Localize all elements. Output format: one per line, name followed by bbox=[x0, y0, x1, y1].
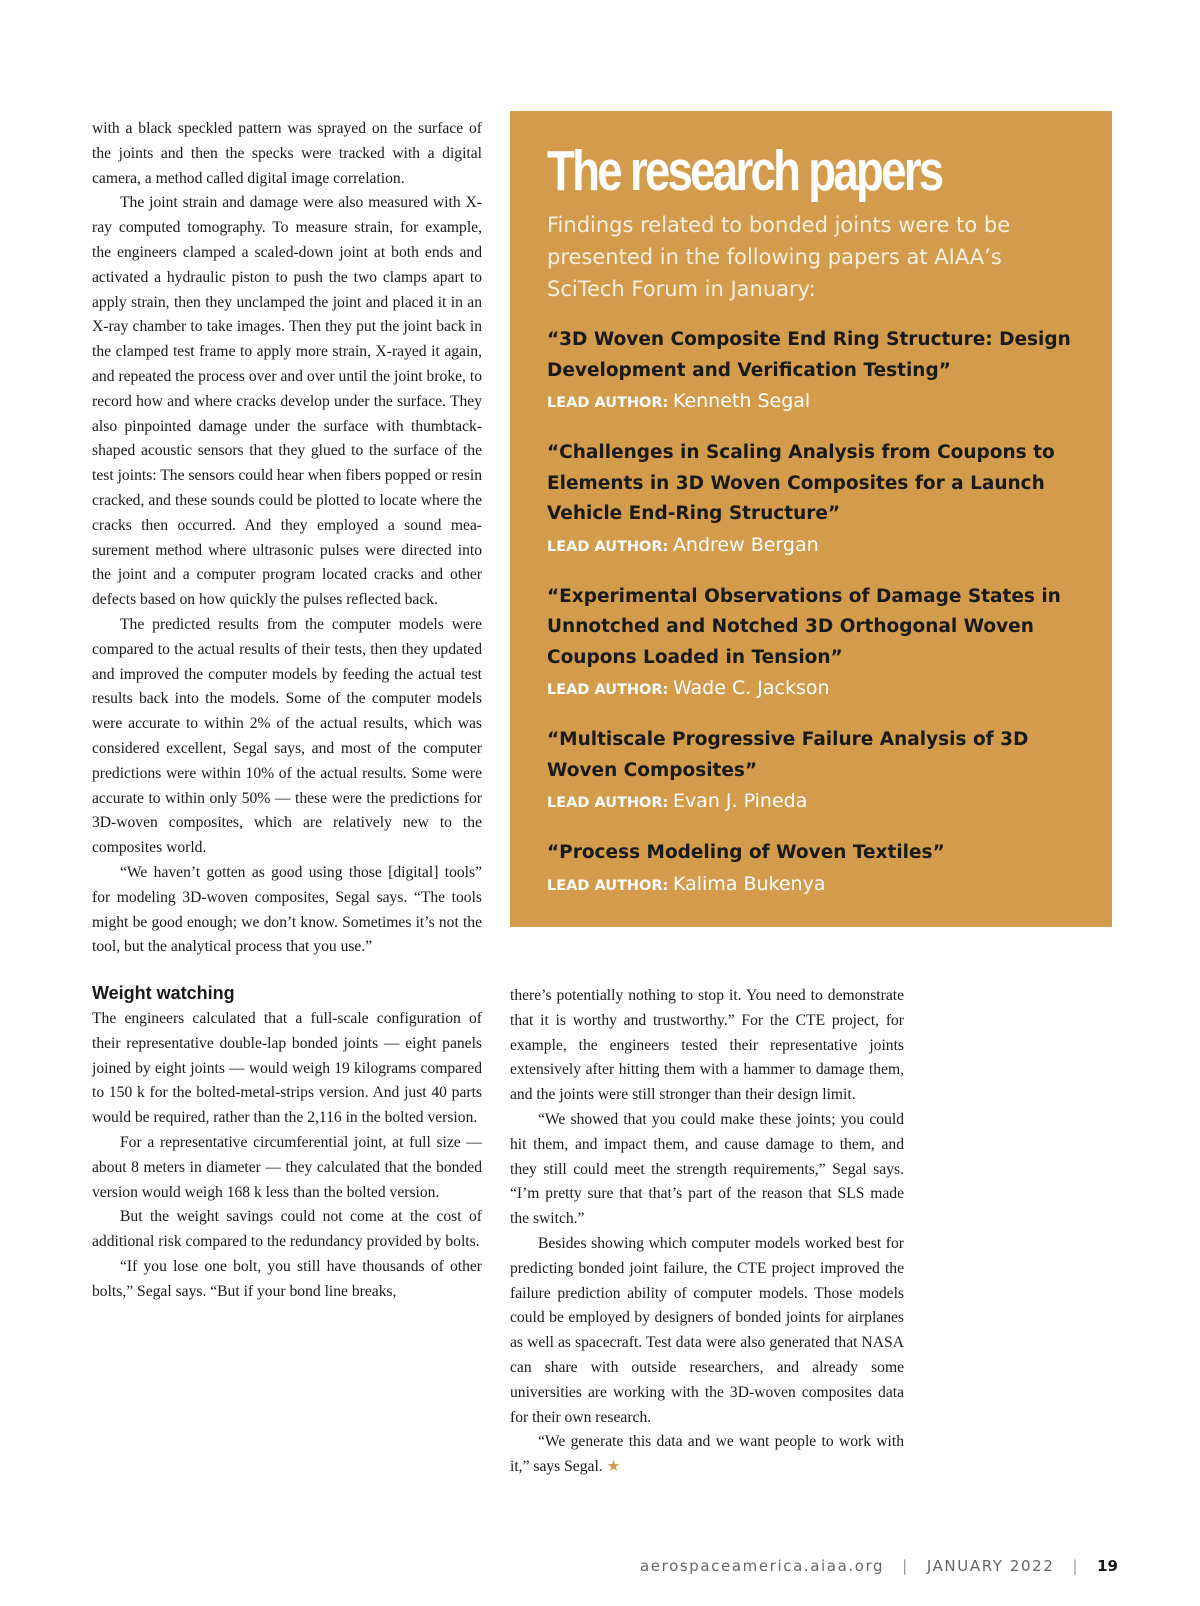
article-paragraph: “We haven’t gotten as good using those [digital] tools” for modeling 3D-woven composites, Segal says. “The tools might be good enough; we don’t know. Sometimes it’s not the tool, but the analytical process that you use.” bbox=[92, 863, 482, 956]
author-name: Evan J. Pineda bbox=[672, 790, 808, 812]
article-paragraph: But the weight savings could not come at the cost of additional risk compared to the redundancy provided by bolts. bbox=[92, 1208, 482, 1251]
article-paragraph: there’s potentially nothing to stop it. You need to demonstrate that it is worthy and trustworthy.” For the CTE project, for example, the engineers tested their representative joints extensively after hitting them with a hammer to damage them, and the joints were still stronger than their design limit. bbox=[510, 987, 904, 1104]
author-name: Wade C. Jackson bbox=[672, 677, 830, 699]
lead-author-label: LEAD AUTHOR: bbox=[547, 795, 669, 811]
paper-entry bbox=[547, 325, 1076, 418]
article-paragraph: Besides showing which computer models worked best for predicting bonded joint failure, the CTE project improved the failure prediction ability of computer models. Those models could be employed by designers of bonded joints for airplanes as well as spacecraft. Test data were also generated that NASA can share with outside researchers, and already some universities are working with the 3D-woven composites data for their own research. bbox=[510, 1234, 904, 1426]
footer-site-url: aerospaceamerica.aiaa.org bbox=[640, 1557, 885, 1575]
section-heading: Weight watching bbox=[92, 983, 235, 1004]
article-closing-paragraph bbox=[510, 1430, 904, 1480]
sidebar-intro: Findings related to bonded joints were to be presented in the following papers at AIAA’s SciTech Forum in January: bbox=[547, 213, 1011, 301]
paper-entry bbox=[547, 582, 1076, 706]
paper-author bbox=[547, 386, 1076, 418]
author-name: Kenneth Segal bbox=[672, 390, 811, 412]
end-mark-star-icon: ★ bbox=[606, 1458, 621, 1476]
article-column-left bbox=[92, 117, 482, 1305]
paper-author bbox=[547, 786, 1076, 818]
paper-author bbox=[547, 869, 1076, 901]
article-paragraph: The joint strain and damage were also measured with X-ray computed tomography. To measure strain, for example, the engineers clamped a scaled-down joint at both ends and activated a hydraulic piston to push the two clamps apart to apply strain, then they unclamped the joint and placed it in an X-ray chamber to take images. Then they put the joint back in the clamped test frame to apply more strain, X-rayed it again, and repeated the process over and over until the joint broke, to record how and where cracks develop under the surface. They also pinpointed damage under the surface with thumbtack-shaped acoustic sensors that they glued to the surface of the test joints: The sensors could hear when fibers popped or resin cracked, and these sounds could be plotted to locate where the cracks then occurred. And they employed a sound measurement method where ultrasonic pulses were directed into the joint and a computer program located cracks and other defects based on how quickly the pulses reflected back. bbox=[92, 194, 482, 609]
paper-title: “3D Woven Composite End Ring Structure: Design Development and Verification Testing” bbox=[547, 329, 1071, 381]
footer-separator: | bbox=[902, 1557, 909, 1575]
author-name: Kalima Bukenya bbox=[672, 872, 826, 895]
author-name: Andrew Bergan bbox=[672, 533, 819, 556]
lead-author-label: LEAD AUTHOR: bbox=[547, 682, 669, 698]
article-paragraph: “We showed that you could make these joints; you could hit them, and impact them, and cause damage to them, and they still could meet the strength requirements,” Segal says. “I’m pretty sure that that’s part of the reason that SLS made the switch.” bbox=[510, 1110, 904, 1228]
lead-author-label: LEAD AUTHOR: bbox=[547, 395, 669, 411]
lead-author-label: LEAD AUTHOR: bbox=[547, 538, 669, 555]
paper-title: “Experimental Observations of Damage States in Unnotched and Notched 3D Orthogonal Woven Coupons Loaded in Tension” bbox=[547, 585, 1061, 668]
paper-title: “Multiscale Progressive Failure Analysis of 3D Woven Composites” bbox=[547, 729, 1029, 781]
article-paragraph: “If you lose one bolt, you still have thousands of other bolts,” Segal says. “But if your bond line breaks, bbox=[92, 1258, 482, 1300]
page-number: 19 bbox=[1097, 1557, 1118, 1575]
article-paragraph: with a black speckled pattern was sprayed on the surface of the joints and then the specks were tracked with a digital camera, a method called digital image correlation. bbox=[92, 120, 482, 187]
paper-title: “Challenges in Scaling Analysis from Coupons to Elements in 3D Woven Composites for a Launch Vehicle End-Ring Structure” bbox=[547, 442, 1055, 524]
research-papers-sidebar bbox=[510, 111, 1112, 927]
paper-title: “Process Modeling of Woven Textiles” bbox=[547, 842, 945, 863]
paper-author bbox=[547, 673, 1076, 705]
article-paragraph: The engineers calculated that a full-scale configuration of their representative double-lap bonded joints — eight panels joined by eight joints — would weigh 19 kilograms compared to 150 k for the bolted-metal-strips version. And just 40 parts would be required, rather than the 2,116 in the bolted version. bbox=[92, 1010, 482, 1127]
paper-author bbox=[547, 530, 1076, 562]
article-paragraph: For a representative circumferential joint, at full size — about 8 meters in diameter — they calculated that the bonded version would weigh 168 k less than the bolted version. bbox=[92, 1134, 482, 1201]
closing-text: “We generate this data and we want people to work with it,” says Segal. bbox=[510, 1433, 904, 1476]
footer-separator: | bbox=[1072, 1557, 1080, 1575]
article-paragraph: The predicted results from the computer models were compared to the actual results of their tests, then they updated and improved the computer models by feeding the actual test results back into the models. Some of the computer models were accurate to within 2% of the actual results, which was considered excellent, Segal says, and most of the computer predictions were within 10% of the actual results. Some were accurate to within only 50% — these were the predictions for 3D-woven composites, which are relatively new to the composites world. bbox=[92, 615, 482, 857]
page-footer bbox=[640, 1557, 1118, 1575]
paper-entry bbox=[547, 838, 1076, 901]
paper-entry bbox=[547, 725, 1076, 818]
footer-issue-date: JANUARY 2022 bbox=[926, 1557, 1055, 1575]
paper-entry bbox=[547, 438, 1076, 562]
sidebar-title: The research papers bbox=[547, 139, 942, 203]
lead-author-label: LEAD AUTHOR: bbox=[547, 877, 669, 894]
article-column-middle bbox=[510, 984, 904, 1480]
